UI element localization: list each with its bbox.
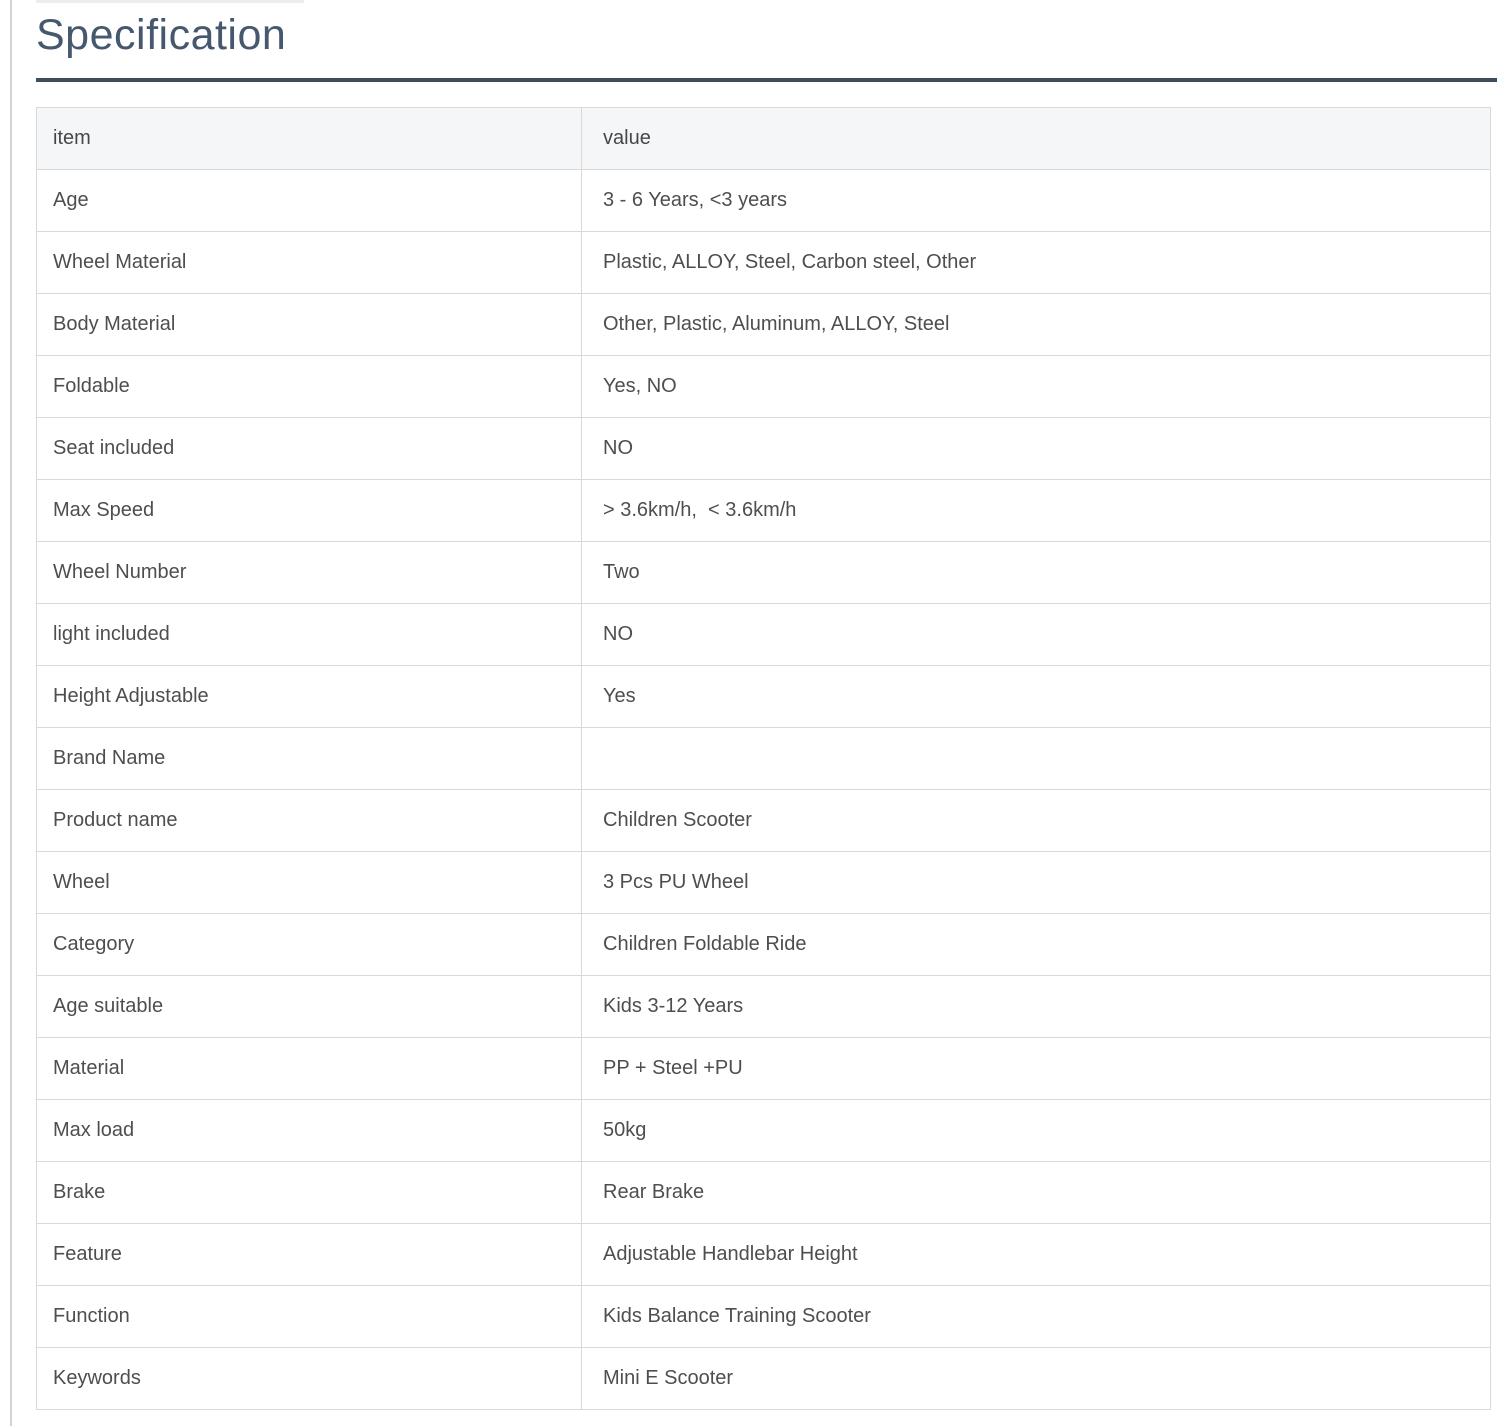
table-row [37, 1037, 1491, 1099]
table-row [37, 975, 1491, 1037]
table-row [37, 1161, 1491, 1223]
table-header-value: value [582, 107, 1491, 169]
spec-value-cell: Yes, NO [582, 355, 1491, 417]
spec-value-cell: Other, Plastic, Aluminum, ALLOY, Steel [582, 293, 1491, 355]
spec-item-cell: Function [37, 1285, 582, 1347]
spec-item-cell: Wheel Number [37, 541, 582, 603]
table-row [37, 231, 1491, 293]
page-title: Specification [36, 11, 287, 59]
spec-value-cell: Rear Brake [582, 1161, 1491, 1223]
spec-value-cell: Yes [582, 665, 1491, 727]
table-row [37, 355, 1491, 417]
table-row [37, 1099, 1491, 1161]
spec-value-cell: 3 Pcs PU Wheel [582, 851, 1491, 913]
spec-item-cell: Max Speed [37, 479, 582, 541]
spec-item-cell: Age [37, 169, 582, 231]
table-row [37, 727, 1491, 789]
spec-item-cell: Brand Name [37, 727, 582, 789]
spec-item-cell: Category [37, 913, 582, 975]
spec-item-cell: Feature [37, 1223, 582, 1285]
spec-value-cell: Children Scooter [582, 789, 1491, 851]
spec-value-cell: NO [582, 603, 1491, 665]
spec-item-cell: light included [37, 603, 582, 665]
table-row [37, 913, 1491, 975]
spec-value-cell: Adjustable Handlebar Height [582, 1223, 1491, 1285]
spec-item-cell: Wheel Material [37, 231, 582, 293]
spec-value-cell [582, 727, 1491, 789]
table-row [37, 1347, 1491, 1409]
spec-item-cell: Brake [37, 1161, 582, 1223]
spec-item-cell: Height Adjustable [37, 665, 582, 727]
table-row [37, 1285, 1491, 1347]
spec-value-cell: Kids Balance Training Scooter [582, 1285, 1491, 1347]
table-row [37, 417, 1491, 479]
spec-item-cell: Foldable [37, 355, 582, 417]
spec-value-cell: 3 - 6 Years, <3 years [582, 169, 1491, 231]
spec-item-cell: Wheel [37, 851, 582, 913]
spec-value-cell: Children Foldable Ride [582, 913, 1491, 975]
table-row [37, 789, 1491, 851]
table-row [37, 541, 1491, 603]
spec-item-cell: Max load [37, 1099, 582, 1161]
table-row [37, 665, 1491, 727]
table-row [37, 169, 1491, 231]
spec-value-cell: Two [582, 541, 1491, 603]
spec-item-cell: Age suitable [37, 975, 582, 1037]
table-header-item: item [37, 107, 582, 169]
page-left-border [10, 0, 12, 1426]
specification-section [36, 0, 1490, 1410]
spec-value-cell: Plastic, ALLOY, Steel, Carbon steel, Other [582, 231, 1491, 293]
specification-table [36, 107, 1491, 1410]
spec-value-cell: PP + Steel +PU [582, 1037, 1491, 1099]
spec-item-cell: Body Material [37, 293, 582, 355]
spec-item-cell: Seat included [37, 417, 582, 479]
spec-value-cell: > 3.6km/h, < 3.6km/h [582, 479, 1491, 541]
spec-item-cell: Product name [37, 789, 582, 851]
table-row [37, 479, 1491, 541]
spec-value-cell: Kids 3-12 Years [582, 975, 1491, 1037]
spec-value-cell: NO [582, 417, 1491, 479]
table-row [37, 603, 1491, 665]
spec-value-cell: Mini E Scooter [582, 1347, 1491, 1409]
table-header-row [37, 107, 1491, 169]
table-row [37, 1223, 1491, 1285]
spec-value-cell: 50kg [582, 1099, 1491, 1161]
table-row [37, 851, 1491, 913]
table-row [37, 293, 1491, 355]
spec-item-cell: Material [37, 1037, 582, 1099]
spec-item-cell: Keywords [37, 1347, 582, 1409]
title-divider [36, 78, 1497, 82]
